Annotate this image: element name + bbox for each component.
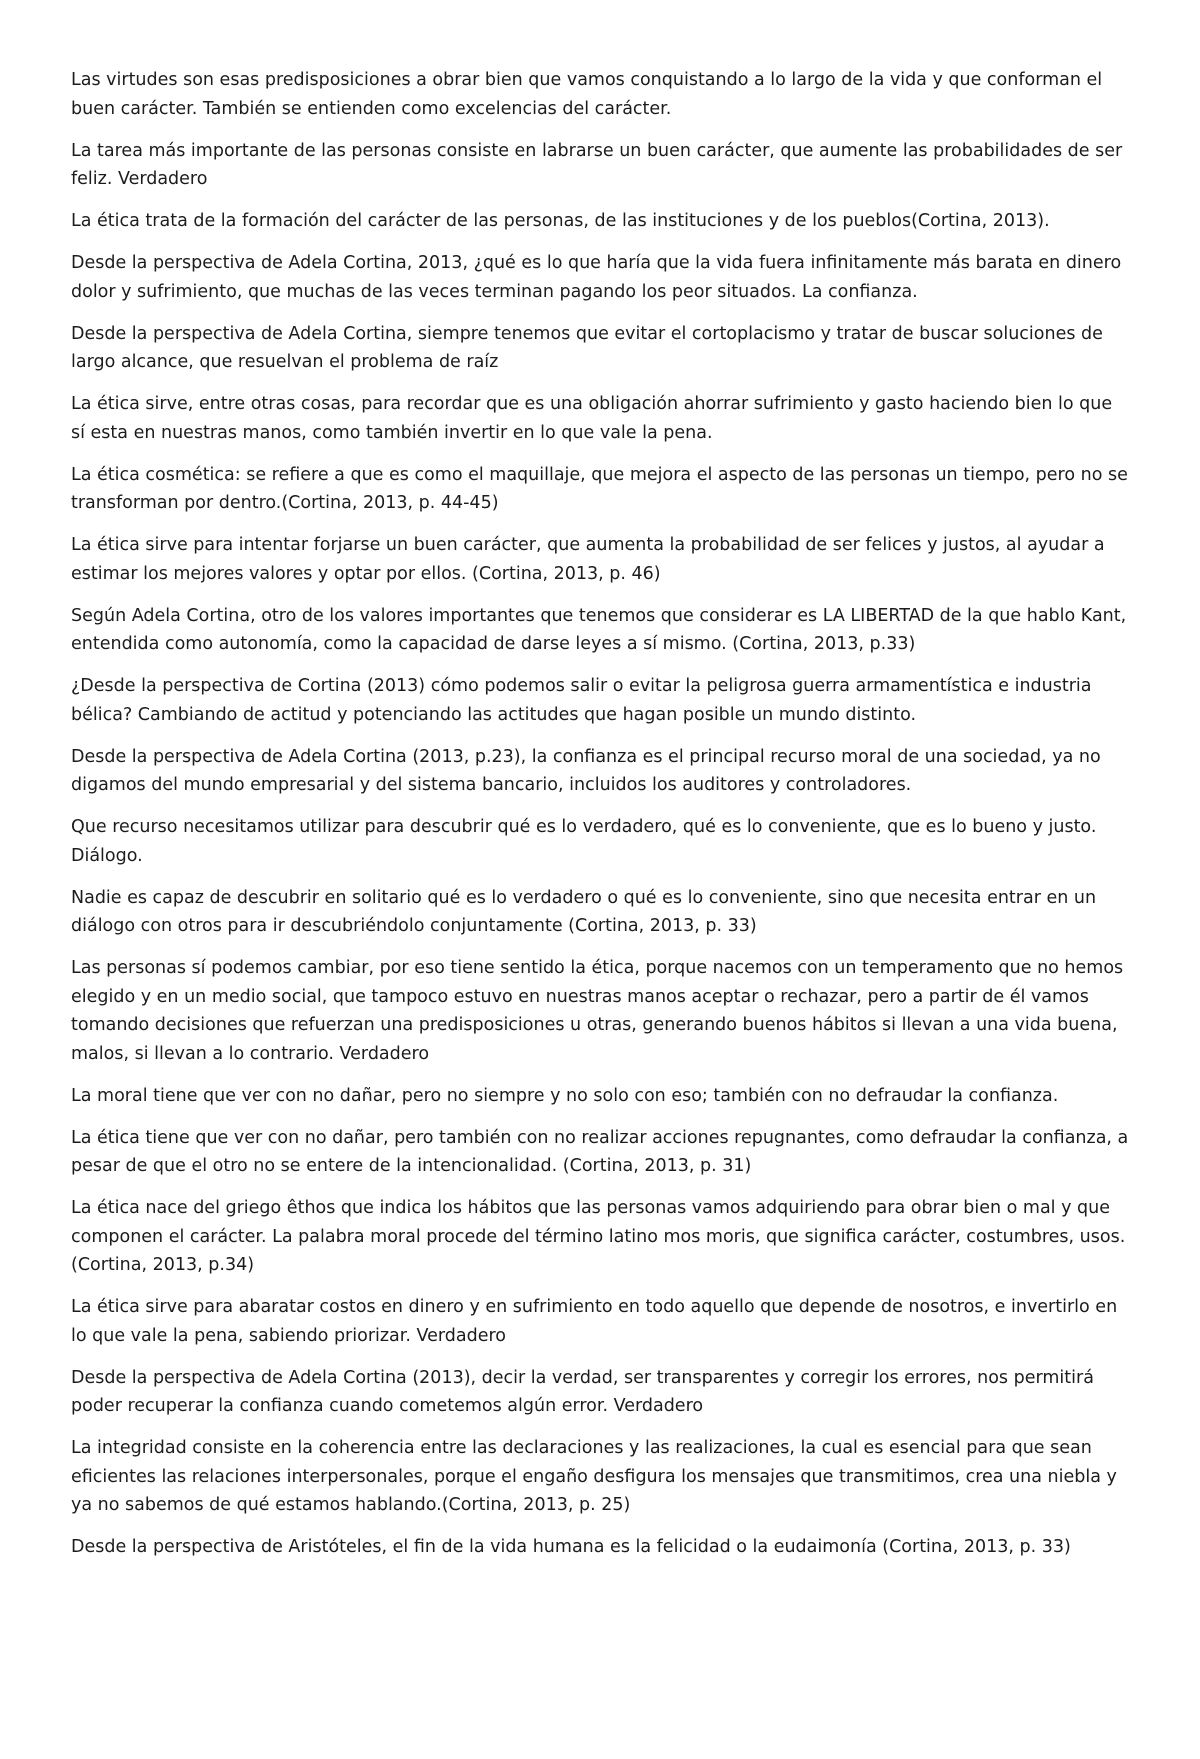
paragraph-confianza-barata: Desde la perspectiva de Adela Cortina, 2013, ¿qué es lo que haría que la vida fuera infinitamente más barata en dinero dolor y sufrimiento, que muchas de las veces terminan pagando los peor situados. La confianza. xyxy=(71,253,1122,302)
paragraph-tarea-caracter: La tarea más importante de las personas consiste en labrarse un buen carácter, que aumente las probabilidades de ser feliz. Verdadero xyxy=(71,140,1123,189)
document-page xyxy=(71,66,1131,1575)
paragraph-ethos: La ética nace del griego êthos que indica los hábitos que las personas vamos adquiriendo para obrar bien o mal y que componen el carácter. La palabra moral procede del término latino mos moris, que significa carácter, costumbres, usos.(Cortina, 2013, p.34) xyxy=(71,1198,1126,1275)
paragraph-virtudes: Las virtudes son esas predisposiciones a obrar bien que vamos conquistando a lo largo de la vida y que conforman el buen carácter. También se entienden como excelencias del carácter. xyxy=(71,70,1103,119)
paragraph-etica-formacion: La ética trata de la formación del carácter de las personas, de las instituciones y de los pueblos(Cortina, 2013). xyxy=(71,211,1050,231)
paragraph-integridad: La integridad consiste en la coherencia entre las declaraciones y las realizaciones, la cual es esencial para que sean eficientes las relaciones interpersonales, porque el engaño desfigura los mensajes que transmitimos, crea una niebla y ya no sabemos de qué estamos hablando.(Cortina, 2013, p. 25) xyxy=(71,1438,1117,1515)
paragraph-etica-cosmetica: La ética cosmética: se refiere a que es como el maquillaje, que mejora el aspecto de las personas un tiempo, pero no se transforman por dentro.(Cortina, 2013, p. 44-45) xyxy=(71,464,1128,513)
paragraph-decir-verdad: Desde la perspectiva de Adela Cortina (2013), decir la verdad, ser transparentes y corregir los errores, nos permitirá poder recuperar la confianza cuando cometemos algún error. Verdadero xyxy=(71,1367,1094,1416)
paragraph-etica-danar: La ética tiene que ver con no dañar, pero también con no realizar acciones repugnantes, como defraudar la confianza, a pesar de que el otro no se entere de la intencionalidad. (Cortina, 2013, p. 31) xyxy=(71,1127,1129,1176)
paragraph-libertad: Según Adela Cortina, otro de los valores importantes que tenemos que considerar es LA LIBERTAD de la que hablo Kant, entendida como autonomía, como la capacidad de darse leyes a sí mismo. (Cortina, 2013, p.33) xyxy=(71,605,1127,654)
paragraph-confianza-recurso: Desde la perspectiva de Adela Cortina (2013, p.23), la confianza es el principal recurso moral de una sociedad, ya no digamos del mundo empresarial y del sistema bancario, incluidos los auditores y controladores. xyxy=(71,746,1101,795)
paragraph-moral-danar: La moral tiene que ver con no dañar, pero no siempre y no solo con eso; también con no defraudar la confianza. xyxy=(71,1085,1059,1106)
paragraph-cortoplacismo: Desde la perspectiva de Adela Cortina, siempre tenemos que evitar el cortoplacismo y tratar de buscar soluciones de largo alcance, que resuelvan el problema de raíz xyxy=(71,323,1103,372)
paragraph-dialogo-recurso: Que recurso necesitamos utilizar para descubrir qué es lo verdadero, qué es lo conveniente, que es lo bueno y justo. Diálogo. xyxy=(71,817,1097,866)
paragraph-etica-sirve: La ética sirve, entre otras cosas, para recordar que es una obligación ahorrar sufrimiento y gasto haciendo bien lo que sí esta en nuestras manos, como también invertir en lo que vale la pena. xyxy=(71,394,1113,443)
paragraph-guerra: ¿Desde la perspectiva de Cortina (2013) cómo podemos salir o evitar la peligrosa guerra armamentística e industria bélica? Cambiando de actitud y potenciando las actitudes que hagan posible un mundo distinto. xyxy=(71,676,1092,725)
paragraph-cambiar: Las personas sí podemos cambiar, por eso tiene sentido la ética, porque nacemos con un temperamento que no hemos elegido y en un medio social, que tampoco estuvo en nuestras manos aceptar o rechazar, pero a partir de él vamos tomando decisiones que refuerzan una predisposiciones u otras, generando buenos hábitos si llevan a una vida buena, malos, si llevan a lo contrario. Verdadero xyxy=(71,958,1124,1064)
paragraph-forjar-caracter: La ética sirve para intentar forjarse un buen carácter, que aumenta la probabilidad de ser felices y justos, al ayudar a estimar los mejores valores y optar por ellos. (Cortina, 2013, p. 46) xyxy=(71,535,1105,584)
paragraph-abaratar-costos: La ética sirve para abaratar costos en dinero y en sufrimiento en todo aquello que depende de nosotros, e invertirlo en lo que vale la pena, sabiendo priorizar. Verdadero xyxy=(71,1297,1118,1346)
paragraph-aristoteles: Desde la perspectiva de Aristóteles, el fin de la vida humana es la felicidad o la eudaimonía (Cortina, 2013, p. 33) xyxy=(71,1537,1071,1557)
paragraph-dialogo-solitario: Nadie es capaz de descubrir en solitario qué es lo verdadero o qué es lo conveniente, sino que necesita entrar en un diálogo con otros para ir descubriéndolo conjuntamente (Cortina, 2013, p. 33) xyxy=(71,887,1097,936)
